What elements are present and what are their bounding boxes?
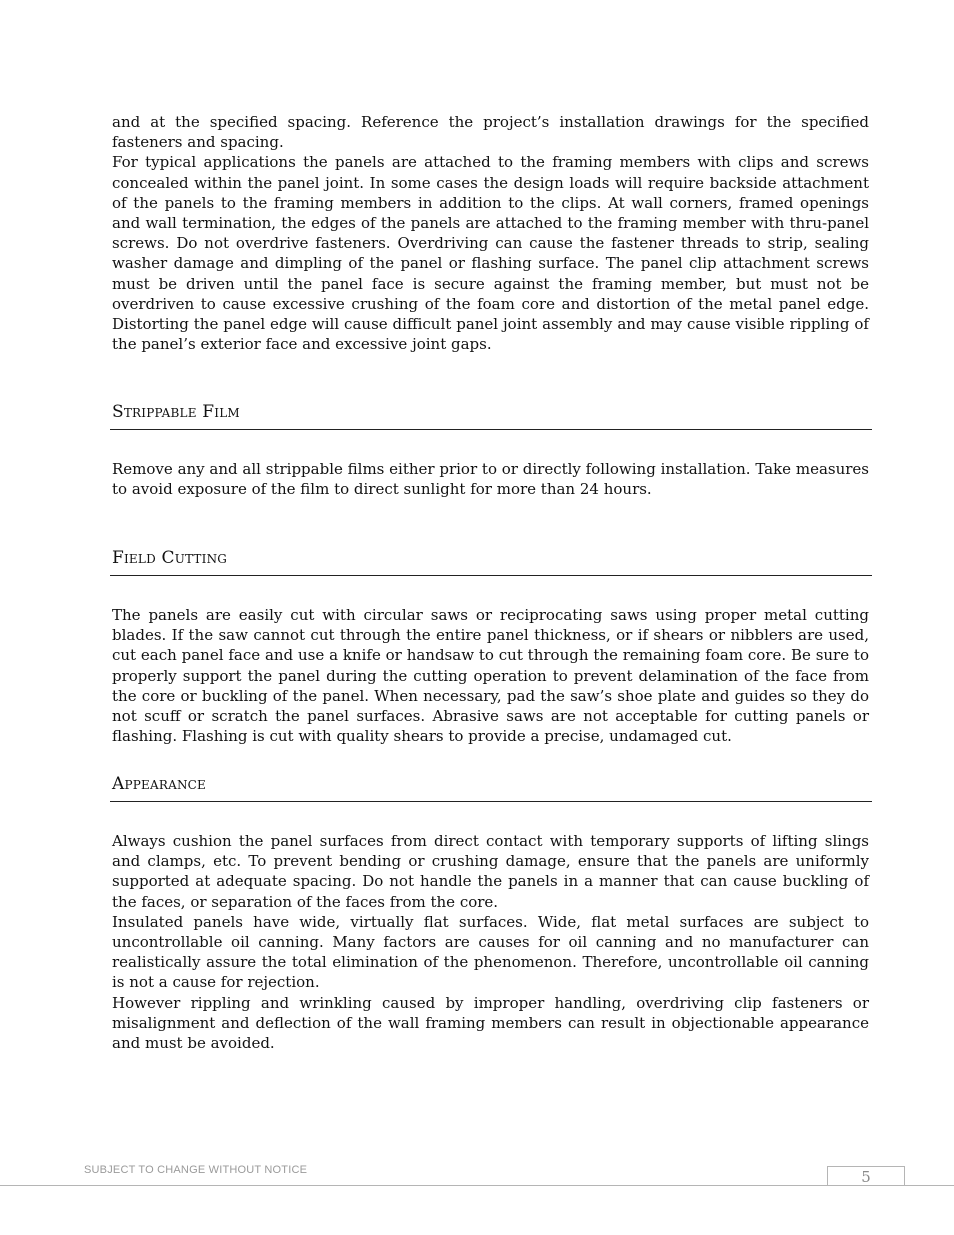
section-divider: [110, 575, 872, 576]
section-body-strippable-film: [112, 459, 869, 499]
paragraph: Insulated panels have wide, virtually flat surfaces. Wide, flat metal surfaces are subject to uncontrollable oil canning. Many factors are causes for oil canning and no manufacturer can realistically assure the total elimination of the phenomenon. Therefore, uncontrollable oil canning is not a cause for rejection.: [112, 912, 869, 992]
section-body-appearance: [112, 831, 869, 1053]
paragraph: For typical applications the panels are attached to the framing members with clips and screws concealed within the panel joint. In some cases the design loads will require backside attachment of the panels to the framing members in addition to the clips. At wall corners, framed openings and wall termination, the edges of the panels are attached to the framing member with thru-panel screws. Do not overdrive fasteners. Overdriving can cause the fastener threads to strip, sealing washer damage and dimpling of the panel or flashing surface. The panel clip attachment screws must be driven until the panel face is secure against the framing member, but must not be overdriven to cause excessive crushing of the foam core and distortion of the metal panel edge. Distorting the panel edge will cause difficult panel joint assembly and may cause visible rippling of the panel’s exterior face and excessive joint gaps.: [112, 153, 869, 354]
intro-text: [112, 112, 869, 354]
paragraph: However rippling and wrinkling caused by improper handling, overdriving clip fasteners or misalignment and deflection of the wall framing members can result in objectionable appearance and must be avoided.: [112, 993, 869, 1053]
footer-notice: SUBJECT TO CHANGE WITHOUT NOTICE: [84, 1164, 308, 1176]
section-body-field-cutting: [112, 605, 869, 746]
section-divider: [110, 801, 872, 802]
page-number: 5: [827, 1166, 905, 1185]
paragraph: The panels are easily cut with circular saws or reciprocating saws using proper metal cutting blades. If the saw cannot cut through the entire panel thickness, or if shears or nibblers are used, cut each panel face and use a knife or handsaw to cut through the remaining foam core. Be sure to properly support the panel during the cutting operation to prevent delamination of the face from the core or buckling of the panel. When necessary, pad the saw’s shoe plate and guides so they do not scuff or scratch the panel surfaces. Abrasive saws are not acceptable for cutting panels or flashing. Flashing is cut with quality shears to provide a precise, undamaged cut.: [112, 606, 869, 746]
section-heading-field-cutting: Field Cutting: [112, 548, 228, 568]
section-heading-appearance: Appearance: [112, 774, 206, 794]
paragraph: Always cushion the panel surfaces from direct contact with temporary supports of lifting slings and clamps, etc. To prevent bending or crushing damage, ensure that the panels are uniformly supported at adequate spacing. Do not handle the panels in a manner that can cause buckling of the faces, or separation of the faces from the core.: [112, 832, 869, 911]
section-divider: [110, 429, 872, 430]
section-heading-strippable-film: Strippable Film: [112, 402, 240, 422]
footer-divider: [0, 1185, 954, 1186]
paragraph: Remove any and all strippable films either prior to or directly following installation. Take measures to avoid exposure of the film to direct sunlight for more than 24 hours.: [112, 460, 869, 499]
paragraph: and at the specified spacing. Reference the project’s installation drawings for the specified fasteners and spacing.: [112, 113, 869, 152]
